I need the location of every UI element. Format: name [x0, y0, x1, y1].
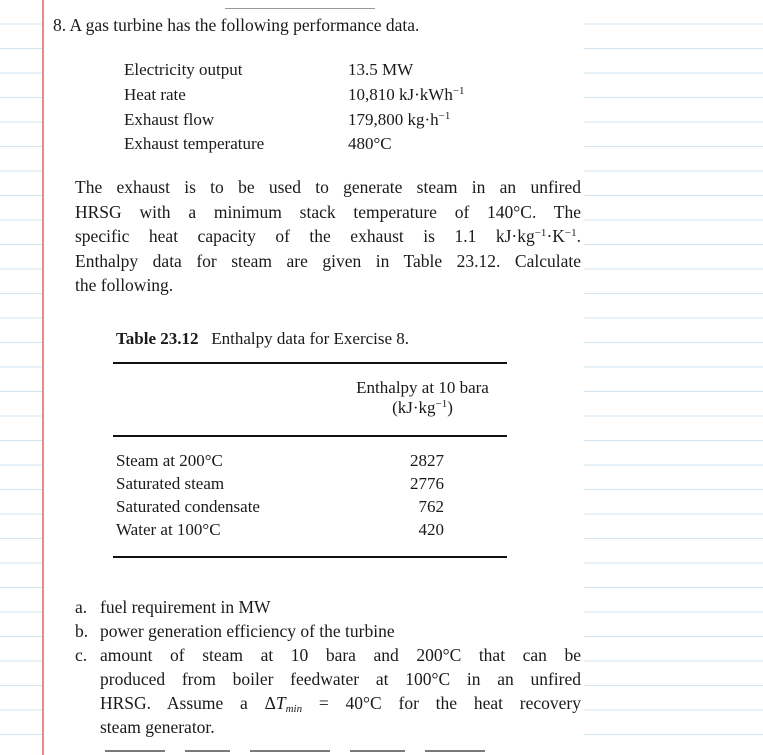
perf-label-electricity-output: Electricity output	[124, 60, 243, 79]
table-row-label: Saturated steam	[116, 474, 225, 493]
task-subscript	[286, 703, 303, 715]
table-row-label: Steam at 200°C	[116, 451, 223, 470]
paragraph-text: specific heat capacity of the exhaust is 1.1 kJ·kg	[75, 226, 535, 246]
paragraph-line: Enthalpy data for steam are given in Table 23.12. Calculate	[75, 250, 581, 271]
task-marker: b.	[75, 621, 89, 641]
table-row-value: 2776	[410, 474, 444, 493]
task-line: amount of steam at 10 bara and 200°C that can be	[100, 645, 581, 665]
header-unit-text: )	[447, 398, 453, 417]
paragraph-line	[75, 224, 581, 249]
task-item-b	[75, 619, 395, 643]
task-marker: c.	[75, 645, 88, 665]
perf-value-electricity-output: 13.5 MW	[348, 60, 414, 79]
paragraph-line: HRSG with a minimum stack temperature of 140°C. The	[75, 201, 581, 222]
table-caption	[116, 329, 409, 349]
table-bottom-rule	[113, 556, 507, 558]
table-column-header	[330, 378, 515, 418]
table-row-value: 2827	[410, 451, 444, 470]
perf-label-heat-rate: Heat rate	[124, 85, 186, 104]
perf-label-exhaust-temperature: Exhaust temperature	[124, 134, 265, 153]
question-heading: 8. A gas turbine has the following performance data.	[53, 15, 420, 35]
task-text: fuel requirement in MW	[100, 597, 271, 617]
perf-label-exhaust-flow: Exhaust flow	[124, 110, 215, 129]
subscript-text: min	[285, 703, 303, 715]
problem-paragraph	[75, 175, 581, 298]
perf-value-heat-rate-text: 10,810 kJ·kWh	[348, 85, 453, 104]
paragraph-text: ·K	[546, 226, 565, 246]
header-unit-text: (kJ·kg	[392, 398, 436, 417]
task-line: produced from boiler feedwater at 100°C in an unfired	[100, 669, 581, 689]
table-row-value: 762	[418, 497, 444, 516]
task-line	[100, 691, 581, 715]
task-text: HRSG. Assume a Δ	[100, 693, 276, 713]
top-cutoff-rule	[225, 8, 375, 9]
table-row-label: Saturated condensate	[116, 497, 260, 516]
task-item-c	[100, 643, 581, 739]
task-marker: a.	[75, 597, 88, 617]
task-text: power generation efficiency of the turbine	[100, 621, 395, 641]
task-line: steam generator.	[100, 717, 215, 737]
table-header-rule	[113, 435, 507, 437]
cutoff-next-line	[75, 744, 495, 755]
exponent: −1	[435, 398, 448, 410]
perf-value-exhaust-flow	[348, 110, 450, 130]
table-caption-text: Enthalpy data for Exercise 8.	[211, 329, 410, 348]
task-text: = 40°C for the heat recovery	[302, 693, 581, 713]
table-caption-label: Table 23.12	[116, 329, 199, 348]
table-row-value: 420	[418, 520, 444, 539]
perf-value-exhaust-temperature: 480°C	[348, 134, 392, 153]
table-row-label: Water at 100°C	[116, 520, 221, 539]
task-item-c-marker-row	[75, 643, 100, 667]
paragraph-line: the following.	[75, 275, 174, 295]
perf-value-exhaust-flow-exponent: −1	[438, 110, 451, 122]
perf-value-exhaust-flow-text: 179,800 kg·h	[348, 110, 439, 129]
task-item-a	[75, 595, 271, 619]
perf-value-heat-rate	[348, 85, 465, 105]
table-column-header-line: Enthalpy at 10 bara	[356, 378, 489, 397]
table-column-header-unit	[330, 398, 515, 418]
exponent: −1	[534, 227, 547, 239]
task-variable: T	[275, 693, 286, 713]
paragraph-line: The exhaust is to be used to generate steam in an unfired	[75, 177, 581, 197]
perf-value-heat-rate-exponent: −1	[452, 85, 465, 97]
table-top-rule	[113, 362, 507, 364]
exponent: −1	[564, 227, 577, 239]
paragraph-text: .	[576, 226, 581, 246]
